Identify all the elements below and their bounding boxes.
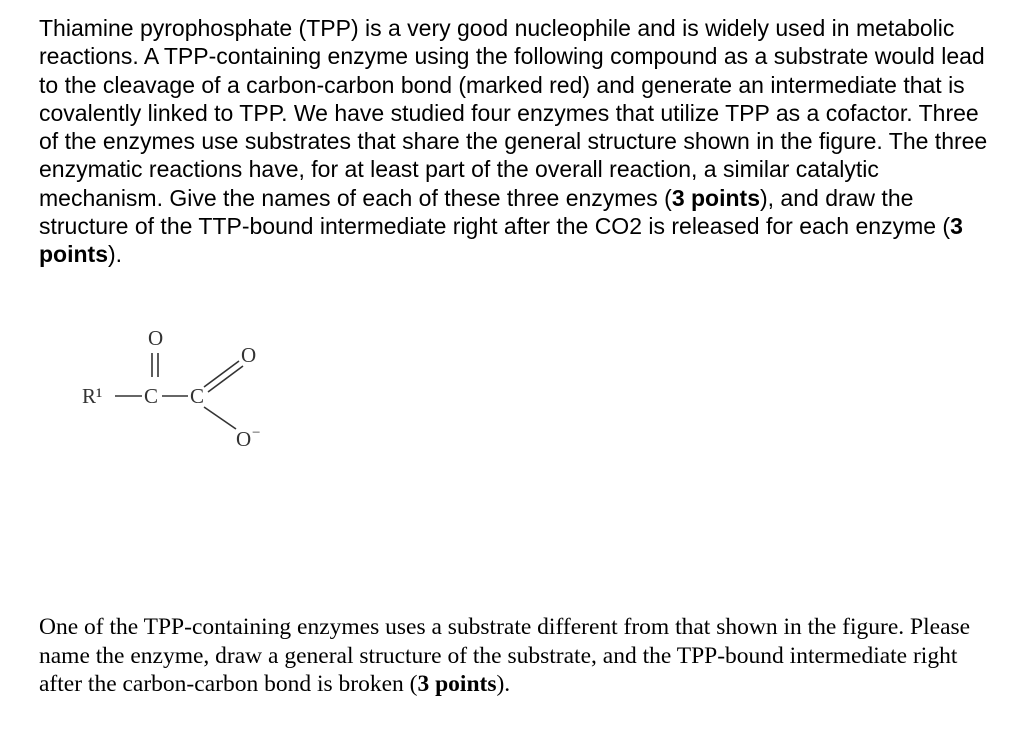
negative-charge-label: − bbox=[252, 425, 261, 441]
carboxylate-oxygen-label: O bbox=[236, 427, 252, 451]
keto-oxygen-label: O bbox=[148, 326, 164, 350]
question-text: ). bbox=[496, 671, 511, 697]
carboxyl-double-bond bbox=[204, 361, 239, 387]
question-text: Thiamine pyrophosphate (TPP) is a very good nucleophile and is widely used in metabolic reactions. A TPP-containing enzyme using the following compound as a substrate would lead to the cleavage of a carbon-carbon bond (marked red) and generate an intermediate that is covalently linked to TPP. We have studied four enzymes that utilize TPP as a cofactor. Three of the enzymes use substrates that share the general structure shown in the figure. The three enzymatic reactions have, for at least part of the overall reaction, a similar catalytic mechanism. Give the names of each of these three enzymes ( bbox=[39, 15, 988, 211]
question-part2 bbox=[39, 613, 999, 699]
points-label: 3 points bbox=[417, 671, 497, 697]
r-group-label: R¹ bbox=[82, 384, 103, 408]
question-text: ). bbox=[108, 241, 123, 268]
question-text: One of the TPP-containing enzymes uses a substrate different from that shown in the figure. Please name the enzyme, draw a general structure of the substrate, and the TPP-bound intermediate right after the carbon-carbon bond is broken ( bbox=[39, 614, 971, 697]
carboxyl-single-bond bbox=[204, 407, 236, 429]
points-label: 3 points bbox=[671, 184, 760, 211]
substrate-structure bbox=[80, 325, 300, 455]
points-label: 3 points bbox=[39, 213, 963, 268]
carboxyl-double-bond bbox=[208, 366, 243, 392]
carbon-1-label: C bbox=[144, 384, 159, 408]
question-text: ), and draw the structure of the TTP-bound intermediate right after the CO2 is released for each enzyme ( bbox=[39, 184, 951, 240]
carboxyl-oxygen-label: O bbox=[241, 343, 257, 367]
carbon-2-label: C bbox=[190, 384, 205, 408]
question-part1 bbox=[39, 14, 999, 269]
